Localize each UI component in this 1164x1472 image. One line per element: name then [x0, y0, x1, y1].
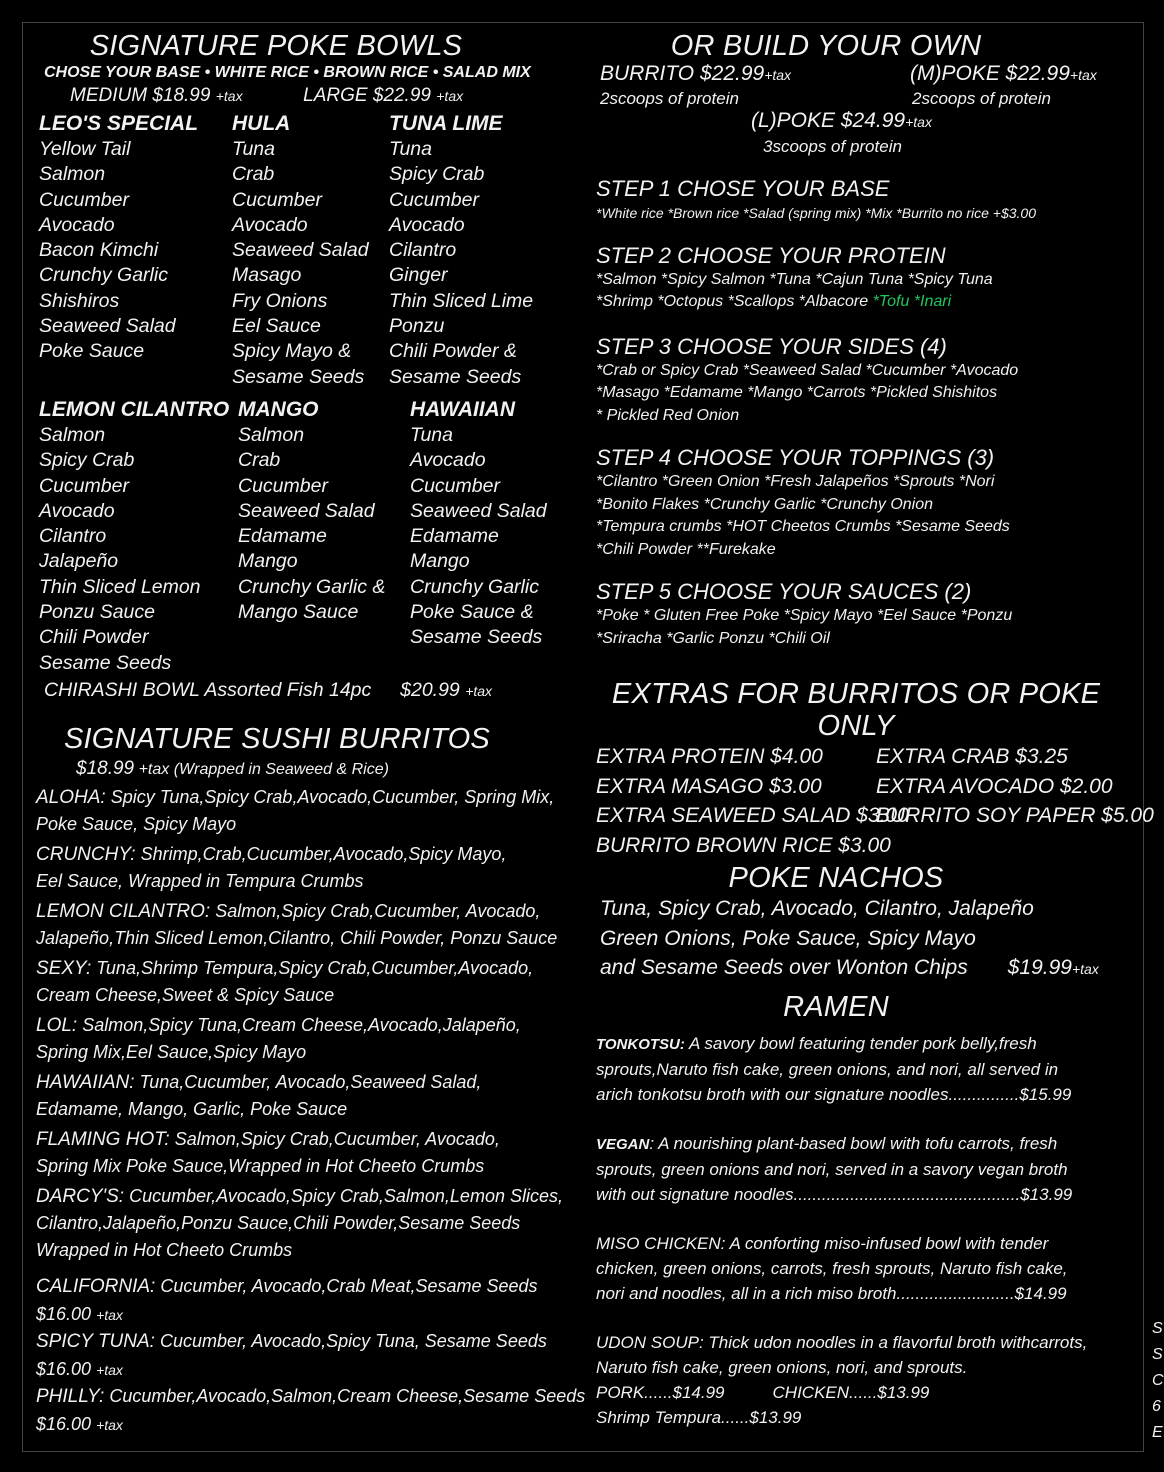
- ramen-line: Shrimp Tempura......$13.99: [596, 1407, 802, 1427]
- burrito-note: +tax (Wrapped in Seaweed & Rice): [138, 760, 389, 778]
- bowl-hula: [232, 110, 389, 390]
- bowl-name: MANGO: [238, 397, 319, 421]
- ingredient: Seaweed Salad: [232, 239, 369, 262]
- list-item: FLAMING HOT: Salmon,Spicy Crab,Cucumber, Avocado,: [36, 1128, 500, 1150]
- list-item-line: Cream Cheese,Sweet & Spicy Sauce: [36, 985, 335, 1006]
- ingredient: Bacon Kimchi: [39, 239, 159, 262]
- list-item: [876, 831, 1116, 861]
- list-item: SPICY TUNA: Cucumber, Avocado,Spicy Tuna, Sesame Seeds: [36, 1331, 547, 1353]
- ramen-line: Naruto fish cake, green onions, nori, and sprouts.: [596, 1357, 968, 1377]
- list-item: CALIFORNIA: Cucumber, Avocado,Crab Meat,Sesame Seeds: [36, 1276, 538, 1298]
- ramen-list: [596, 1031, 1116, 1430]
- l-poke-price: (L)POKE $24.99+tax: [751, 109, 932, 132]
- bowl-name: LEO'S SPECIAL: [39, 112, 199, 135]
- step-5-options: *Poke * Gluten Free Poke *Spicy Mayo *Eel Sauce *Ponzu: [596, 607, 1013, 624]
- list-item-line: Jalapeño,Thin Sliced Lemon,Cilantro, Chili Powder, Ponzu Sauce: [36, 928, 558, 949]
- nachos-line: and Sesame Seeds over Wonton Chips $19.99+tax: [600, 956, 1099, 979]
- list-item-line: Wrapped in Hot Cheeto Crumbs: [36, 1239, 293, 1260]
- ingredient: Mango Sauce: [238, 601, 359, 624]
- build-prices: [596, 62, 1116, 164]
- ingredient: Spicy Crab: [389, 163, 485, 186]
- step-4-options: *Chili Powder **Furekake: [596, 540, 776, 558]
- ingredient: Cilantro: [39, 525, 107, 548]
- ingredient: Cucumber: [39, 188, 129, 211]
- ingredient: Sesame Seeds: [39, 651, 172, 674]
- ingredient: Shishiros: [39, 289, 120, 312]
- ramen-line: with out signature noodles................................................$13.99: [596, 1184, 1073, 1204]
- bowl-tuna-lime: [389, 110, 559, 390]
- base-line: CHOSE YOUR BASE • WHITE RICE • BROWN RICE • SALAD MIX: [44, 64, 531, 81]
- step-2-title: STEP 2 CHOOSE YOUR PROTEIN: [596, 242, 946, 268]
- ingredient: Yellow Tail: [39, 138, 131, 160]
- ingredient: Cucumber: [389, 188, 479, 211]
- burrito-price: $18.99: [76, 757, 135, 779]
- step-4-title: STEP 4 CHOOSE YOUR TOPPINGS (3): [596, 445, 995, 470]
- ingredient: Spicy Crab: [39, 449, 135, 472]
- right-column: [596, 30, 1154, 1430]
- ingredient: Masago: [232, 264, 302, 287]
- chirashi-label: CHIRASHI BOWL Assorted Fish 14pc: [44, 678, 372, 701]
- ingredient: Chili Powder &: [389, 340, 517, 363]
- ingredient: Seaweed Salad: [238, 499, 375, 522]
- large-price: LARGE $22.99: [303, 85, 431, 106]
- list-item: SEXY: Tuna,Shrimp Tempura,Spicy Crab,Cucumber,Avocado,: [36, 957, 534, 979]
- ramen-line: arich tonkotsu broth with our signature noodles...............$15.99: [596, 1084, 1072, 1104]
- list-item: EXTRA MASAGO $3.00: [596, 774, 822, 798]
- list-item-line: Eel Sauce, Wrapped in Tempura Crumbs: [36, 871, 364, 892]
- m-poke-price: (M)POKE $22.99+tax: [910, 62, 1097, 85]
- tax-note: +tax: [465, 682, 493, 699]
- ingredient: Tuna: [232, 138, 275, 160]
- ingredient: Mango: [410, 550, 470, 573]
- step-2-options: *Salmon *Spicy Salmon *Tuna *Cajun Tuna *Spicy Tuna: [596, 270, 993, 288]
- list-item: ALOHA: Spicy Tuna,Spicy Crab,Avocado,Cucumber, Spring Mix,: [36, 786, 555, 808]
- ingredient: Ponzu: [389, 315, 445, 338]
- ingredient: Crunchy Garlic: [410, 575, 539, 598]
- nachos-title: POKE NACHOS: [728, 862, 944, 894]
- vegan-options: *Tofu *Inari: [872, 293, 952, 310]
- list-item: PHILLY: Cucumber,Avocado,Salmon,Cream Cheese,Sesame Seeds: [36, 1386, 586, 1408]
- bowl-leos-special: [39, 110, 232, 390]
- extras-list: [596, 742, 1154, 860]
- tax-note: +tax: [215, 88, 243, 104]
- ingredient: Cucumber: [238, 474, 328, 497]
- ingredient: Sesame Seeds: [232, 365, 365, 388]
- ingredient: Fry Onions: [232, 289, 328, 312]
- step-4-options: *Bonito Flakes *Crunchy Garlic *Crunchy Onion: [596, 495, 934, 513]
- ingredient: Poke Sauce &: [410, 601, 534, 624]
- list-item: LEMON CILANTRO: Salmon,Spicy Crab,Cucumber, Avocado,: [36, 900, 541, 922]
- step-3-options: * Pickled Red Onion: [596, 406, 740, 424]
- ingredient: Crunchy Garlic: [39, 264, 168, 287]
- ingredient: Crab: [238, 449, 281, 472]
- ingredient: Avocado: [39, 499, 115, 522]
- ingredient: Cucumber: [232, 188, 322, 211]
- list-item-line: Cilantro,Jalapeño,Ponzu Sauce,Chili Powder,Sesame Seeds: [36, 1213, 521, 1234]
- bowl-name: HULA: [232, 112, 291, 135]
- poke-title: SIGNATURE POKE BOWLS: [89, 30, 463, 62]
- ingredient: Cucumber: [39, 474, 129, 497]
- nachos-line: Tuna, Spicy Crab, Avocado, Cilantro, Jalapeño: [600, 897, 1034, 920]
- ingredient: Mango: [238, 550, 298, 573]
- list-item-line: Poke Sauce, Spicy Mayo: [36, 814, 237, 835]
- ingredient: Eel Sauce: [232, 315, 321, 338]
- ingredient: Seaweed Salad: [410, 499, 547, 522]
- ingredient: Thin Sliced Lime: [389, 289, 534, 312]
- ingredient: Salmon: [238, 423, 305, 446]
- bowl-mango: [238, 396, 410, 676]
- ingredient: Poke Sauce: [39, 340, 145, 363]
- bowl-hawaiian: [410, 396, 580, 676]
- ramen-udon: UDON SOUP: Thick udon noodles in a flavorful broth withcarrots,: [596, 1332, 1088, 1352]
- list-item-price: $16.00 +tax: [36, 1413, 123, 1434]
- list-item: BURRITO BROWN RICE $3.00: [596, 833, 891, 857]
- list-item-line: Edamame, Mango, Garlic, Poke Sauce: [36, 1099, 348, 1120]
- list-item: LOL: Salmon,Spicy Tuna,Cream Cheese,Avocado,Jalapeño,: [36, 1014, 521, 1036]
- step-3-title: STEP 3 CHOOSE YOUR SIDES (4): [596, 333, 947, 359]
- ingredient: Ginger: [389, 264, 448, 287]
- ingredient: Edamame: [410, 525, 499, 548]
- list-item-price: $16.00 +tax: [36, 1358, 123, 1379]
- step-3-options: *Masago *Edamame *Mango *Carrots *Pickled Shishitos: [596, 384, 998, 401]
- ingredient: Sesame Seeds: [389, 365, 522, 388]
- list-item: EXTRA PROTEIN $4.00: [596, 745, 823, 768]
- step-4-options: *Cilantro *Green Onion *Fresh Jalapeños *Sprouts *Nori: [596, 473, 995, 490]
- ingredient: Cilantro: [389, 239, 457, 262]
- list-item-price: $16.00 +tax: [36, 1303, 123, 1324]
- cut-off-edge-text: S S C 6 E: [1152, 1320, 1164, 1441]
- ingredient: Thin Sliced Lemon: [39, 575, 201, 598]
- ramen-title: RAMEN: [783, 990, 889, 1023]
- chirashi-price: $20.99: [400, 678, 460, 701]
- step-4-options: *Tempura crumbs *HOT Cheetos Crumbs *Sesame Seeds: [596, 518, 1010, 535]
- burrito-list: [36, 784, 586, 1439]
- m-protein: 2scoops of protein: [912, 89, 1051, 108]
- list-item: HAWAIIAN: Tuna,Cucumber, Avocado,Seaweed Salad,: [36, 1071, 482, 1093]
- bowl-name: HAWAIIAN: [410, 397, 515, 421]
- step-5-title: STEP 5 CHOOSE YOUR SAUCES (2): [596, 579, 972, 604]
- nachos-line: Green Onions, Poke Sauce, Spicy Mayo: [600, 926, 976, 950]
- medium-price: MEDIUM $18.99: [70, 85, 211, 106]
- step-1-title: STEP 1 CHOSE YOUR BASE: [596, 176, 890, 201]
- left-column: [36, 30, 586, 1438]
- step-3-options: *Crab or Spicy Crab *Seaweed Salad *Cucumber *Avocado: [596, 361, 1019, 379]
- build-title: OR BUILD YOUR OWN: [670, 30, 982, 62]
- step-2-options: *Shrimp *Octopus *Scallops *Albacore *Tofu *Inari: [596, 293, 952, 310]
- ingredient: Spicy Mayo &: [232, 340, 352, 363]
- step-1-options: *White rice *Brown rice *Salad (spring mix) *Mix *Burrito no rice +$3.00: [596, 205, 1036, 221]
- chirashi-bowl: [44, 676, 576, 705]
- tax-note: +tax: [436, 88, 464, 104]
- nachos-price: $19.99: [1007, 956, 1072, 979]
- ingredient: Crab: [232, 163, 275, 186]
- ingredient: Tuna: [410, 423, 453, 446]
- list-item: DARCY'S: Cucumber,Avocado,Spicy Crab,Salmon,Lemon Slices,: [36, 1185, 563, 1207]
- list-item: EXTRA SEAWEED SALAD $3.00: [596, 804, 909, 827]
- burritos-title: SIGNATURE SUSHI BURRITOS: [64, 722, 490, 755]
- ramen-vegan: VEGAN: A nourishing plant-based bowl with tofu carrots, fresh: [596, 1133, 1058, 1153]
- ramen-line: sprouts, green onions and nori, served in a savory vegan broth: [596, 1159, 1068, 1179]
- ingredient: Avocado: [410, 449, 486, 472]
- poke-bowls-row1: [39, 110, 576, 390]
- ingredient: Avocado: [39, 213, 115, 236]
- ingredient: Tuna: [389, 138, 432, 160]
- list-item-line: Spring Mix Poke Sauce,Wrapped in Hot Cheeto Crumbs: [36, 1156, 485, 1177]
- list-item: EXTRA CRAB $3.25: [876, 745, 1068, 768]
- ingredient: Edamame: [238, 525, 327, 548]
- poke-bowls-row2: [39, 396, 576, 676]
- bowl-lemon-cilantro: [39, 396, 238, 676]
- bowl-name: LEMON CILANTRO: [39, 397, 230, 421]
- size-prices: [70, 84, 576, 108]
- list-item: CRUNCHY: Shrimp,Crab,Cucumber,Avocado,Spicy Mayo,: [36, 843, 507, 865]
- extras-title: EXTRAS FOR BURRITOS OR POKE ONLY: [611, 678, 1101, 742]
- ingredient: Seaweed Salad: [39, 315, 176, 338]
- ramen-miso: MISO CHICKEN: A conforting miso-infused bowl with tender: [596, 1233, 1049, 1253]
- ingredient: Salmon: [39, 423, 106, 446]
- list-item: BURRITO SOY PAPER $5.00: [876, 804, 1154, 827]
- ingredient: Avocado: [232, 213, 308, 236]
- step-5-options: *Sriracha *Garlic Ponzu *Chili Oil: [596, 629, 830, 647]
- ingredient: Jalapeño: [39, 550, 119, 573]
- ingredient: Ponzu Sauce: [39, 601, 156, 624]
- ramen-line: PORK......$14.99 CHICKEN......$13.99: [596, 1382, 930, 1402]
- ingredient: Cucumber: [410, 474, 500, 497]
- burrito-build-price: BURRITO $22.99+tax: [600, 62, 792, 85]
- list-item-line: Spring Mix,Eel Sauce,Spicy Mayo: [36, 1042, 307, 1063]
- ingredient: Crunchy Garlic &: [238, 575, 386, 598]
- burrito-protein: 2scoops of protein: [600, 89, 739, 108]
- l-protein: 3scoops of protein: [763, 137, 902, 156]
- ingredient: Avocado: [389, 213, 465, 236]
- ingredient: Chili Powder: [39, 626, 149, 649]
- ingredient: Salmon: [39, 163, 106, 186]
- burrito-price-line: [76, 755, 576, 784]
- ramen-line: nori and noodles, all in a rich miso broth.........................$14.99: [596, 1283, 1067, 1303]
- ingredient: Sesame Seeds: [410, 626, 543, 649]
- ramen-line: sprouts,Naruto fish cake, green onions, and nori, all served in: [596, 1059, 1059, 1079]
- bowl-name: TUNA LIME: [389, 112, 503, 135]
- list-item: EXTRA AVOCADO $2.00: [876, 774, 1113, 798]
- ramen-line: chicken, green onions, carrots, fresh sprouts, Naruto fish cake,: [596, 1258, 1068, 1278]
- ramen-tonkotsu: TONKOTSU: A savory bowl featuring tender pork belly,fresh: [596, 1033, 1037, 1053]
